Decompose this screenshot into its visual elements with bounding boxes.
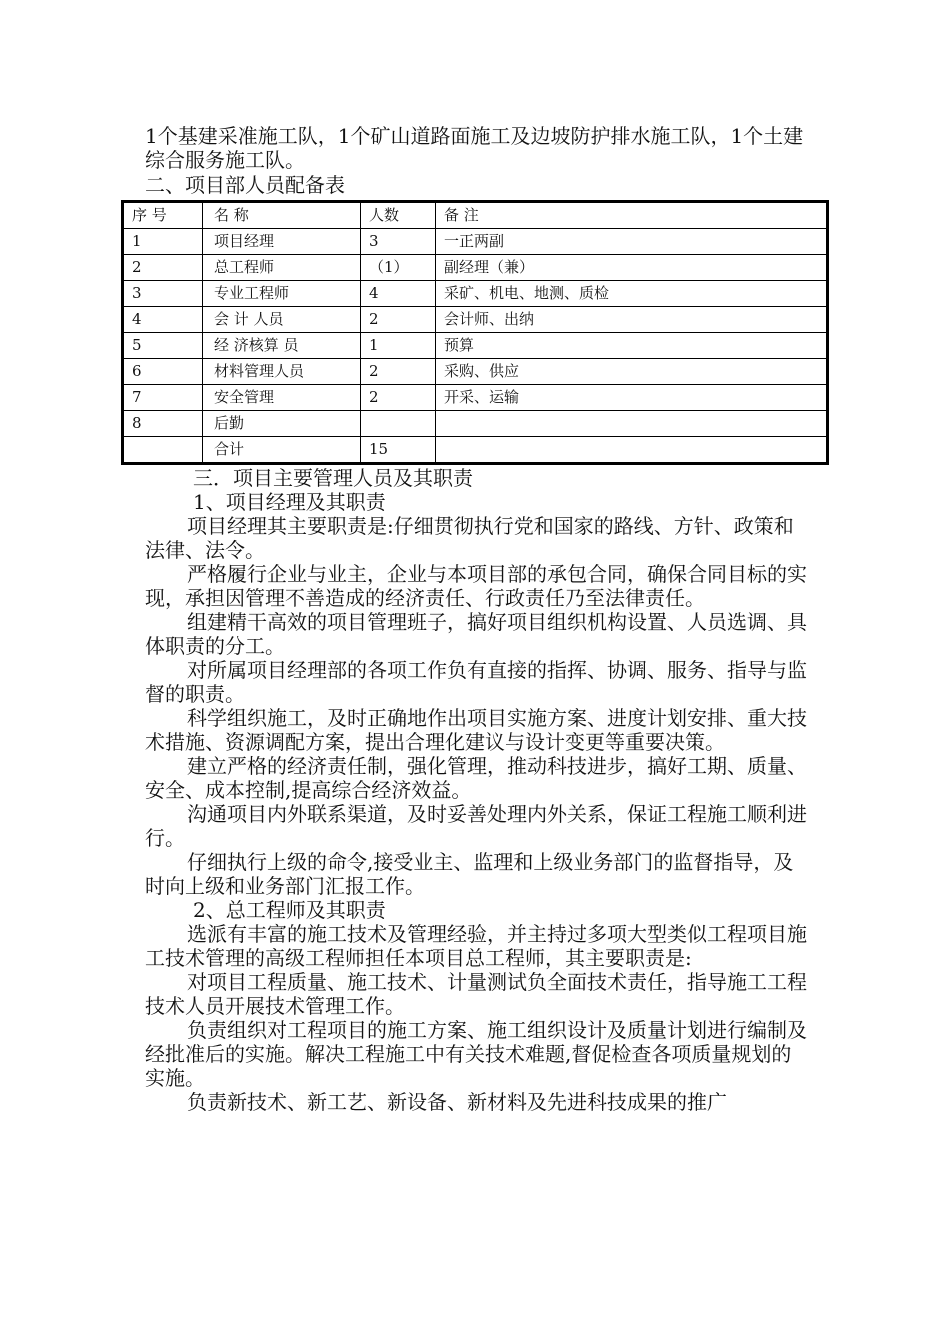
cell-remark: 一正两副 (436, 229, 828, 255)
cell-index: 3 (123, 281, 203, 307)
table-row (123, 307, 828, 333)
cell-count: 15 (361, 437, 436, 464)
cell-index (123, 437, 203, 464)
table-row (123, 385, 828, 411)
cell-index: 7 (123, 385, 203, 411)
table-row (123, 333, 828, 359)
pm-paragraph: 组建精干高效的项目管理班子，搞好项目组织机构设置、人员选调、具体职责的分工。 (145, 610, 807, 658)
ce-paragraph: 负责组织对工程项目的施工方案、施工组织设计及质量计划进行编制及经批准后的实施。解决工程施工中有关技术难题,督促检查各项质量规划的实施。 (145, 1018, 807, 1090)
pm-paragraph: 严格履行企业与业主，企业与本项目部的承包合同，确保合同目标的实现，承担因管理不善造成的经济责任、行政责任乃至法律责任。 (145, 562, 807, 610)
cell-count: 3 (361, 229, 436, 255)
section-3-body (145, 466, 810, 1114)
cell-remark (436, 411, 828, 437)
table-row (123, 281, 828, 307)
table-row (123, 411, 828, 437)
intro-paragraph: 1个基建采准施工队，1个矿山道路面施工及边坡防护排水施工队，1个土建综合服务施工队。 (145, 124, 804, 172)
subsection-2-title: 2、总工程师及其职责 (193, 898, 386, 922)
header-name: 名 称 (203, 202, 361, 229)
header-count: 人数 (361, 202, 436, 229)
cell-count: 2 (361, 385, 436, 411)
section-3-title: 三．项目主要管理人员及其职责 (193, 466, 473, 490)
cell-remark: 副经理（兼） (436, 255, 828, 281)
subsection-1-title: 1、项目经理及其职责 (193, 490, 386, 514)
cell-index: 5 (123, 333, 203, 359)
cell-remark: 开采、运输 (436, 385, 828, 411)
cell-count: （1） (361, 255, 436, 281)
table-header-row (123, 202, 828, 229)
pm-paragraph: 科学组织施工，及时正确地作出项目实施方案、进度计划安排、重大技术措施、资源调配方案，提出合理化建议与设计变更等重要决策。 (145, 706, 807, 754)
cell-name: 经 济核算 员 (203, 333, 361, 359)
ce-paragraph: 对项目工程质量、施工技术、计量测试负全面技术责任，指导施工工程技术人员开展技术管理工作。 (145, 970, 807, 1018)
cell-count: 1 (361, 333, 436, 359)
cell-name: 项目经理 (203, 229, 361, 255)
table-row (123, 359, 828, 385)
staff-table (121, 200, 829, 465)
cell-name: 专业工程师 (203, 281, 361, 307)
cell-index: 8 (123, 411, 203, 437)
cell-name: 总工程师 (203, 255, 361, 281)
pm-paragraph: 建立严格的经济责任制，强化管理，推动科技进步，搞好工期、质量、安全、成本控制,提高综合经济效益。 (145, 754, 807, 802)
pm-paragraph: 沟通项目内外联系渠道，及时妥善处理内外关系，保证工程施工顺利进行。 (145, 802, 807, 850)
table-row (123, 255, 828, 281)
pm-paragraph: 项目经理其主要职责是:仔细贯彻执行党和国家的路线、方针、政策和法律、法令。 (145, 514, 794, 562)
cell-count: 2 (361, 307, 436, 333)
cell-name: 安全管理 (203, 385, 361, 411)
cell-index: 4 (123, 307, 203, 333)
header-remark: 备 注 (436, 202, 828, 229)
table-row (123, 229, 828, 255)
cell-count (361, 411, 436, 437)
cell-remark: 预算 (436, 333, 828, 359)
cell-remark: 会计师、出纳 (436, 307, 828, 333)
pm-paragraph: 仔细执行上级的命令,接受业主、监理和上级业务部门的监督指导，及时向上级和业务部门汇报工作。 (145, 850, 794, 898)
cell-name: 后勤 (203, 411, 361, 437)
ce-paragraph: 选派有丰富的施工技术及管理经验，并主持过多项大型类似工程项目施工技术管理的高级工程师担任本项目总工程师，其主要职责是: (145, 922, 807, 970)
cell-remark: 采矿、机电、地测、质检 (436, 281, 828, 307)
ce-paragraph: 负责新技术、新工艺、新设备、新材料及先进科技成果的推广 (187, 1090, 727, 1114)
staff-table-heading: 二、项目部人员配备表 (145, 173, 345, 197)
cell-index: 6 (123, 359, 203, 385)
cell-name: 会 计 人员 (203, 307, 361, 333)
cell-remark (436, 437, 828, 464)
cell-name: 材料管理人员 (203, 359, 361, 385)
cell-count: 2 (361, 359, 436, 385)
cell-remark: 采购、供应 (436, 359, 828, 385)
cell-index: 1 (123, 229, 203, 255)
cell-name: 合计 (203, 437, 361, 464)
cell-count: 4 (361, 281, 436, 307)
table-total-row (123, 437, 828, 464)
cell-index: 2 (123, 255, 203, 281)
pm-paragraph: 对所属项目经理部的各项工作负有直接的指挥、协调、服务、指导与监督的职责。 (145, 658, 807, 706)
header-index: 序 号 (123, 202, 203, 229)
